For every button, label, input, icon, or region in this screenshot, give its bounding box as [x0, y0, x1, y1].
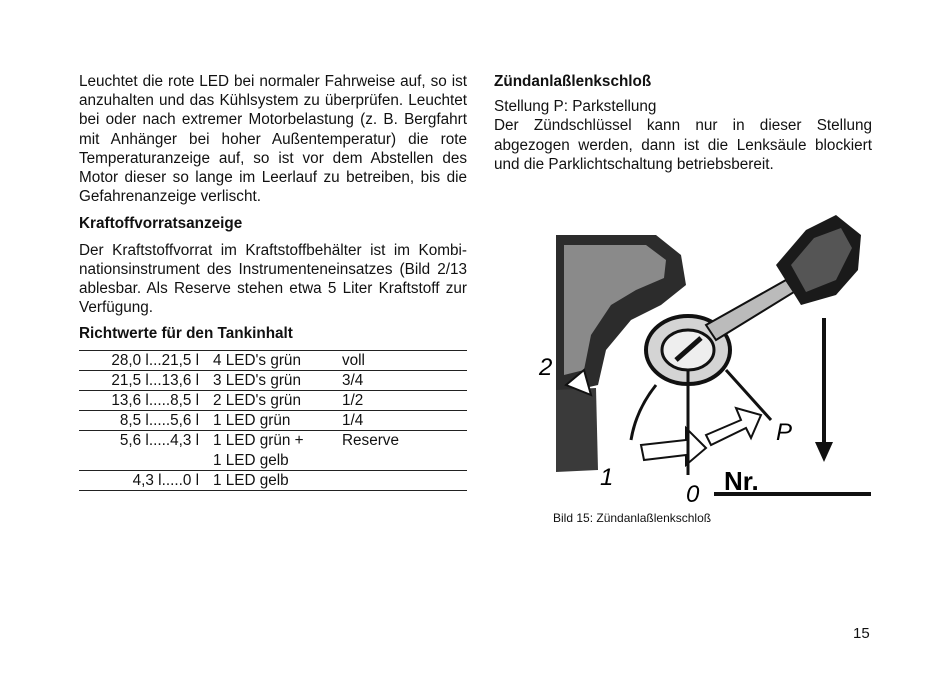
table-row [79, 391, 467, 411]
table-row [79, 370, 467, 390]
table-cell-range: 28,0 l...21,5 l [111, 351, 199, 369]
arrow-1-to-0 [641, 428, 706, 465]
table-row [79, 350, 467, 370]
table-cell-leds-line2: 1 LED gelb [213, 451, 289, 469]
label-position-0: 0 [686, 481, 700, 508]
label-position-p: P [776, 419, 793, 446]
housing-lower [556, 388, 598, 472]
page-number: 15 [853, 625, 870, 642]
right-column [494, 72, 872, 174]
table-cell-leds: 2 LED's grün [213, 392, 301, 410]
paragraph-fuel: Der Kraftstoffvorrat im Kraftstoffbehälter ist im Kombinationsinstrument des Instrumenteneinsatzes (Bild 2/13 ablesbar. Als Reserve stehen etwa 5 Liter Kraftstoff zur Verfügung. [79, 241, 467, 317]
table-cell-leds [199, 431, 342, 470]
table-cell-level: 3/4 [342, 371, 364, 389]
ignition-lock-figure [536, 210, 876, 510]
arrow-0-to-p [706, 408, 761, 445]
pull-arrow-head [815, 442, 833, 462]
table-cell-level: Reserve [342, 432, 399, 450]
figure-caption: Bild 15: Zündanlaßlenkschloß [553, 511, 712, 525]
table-cell-range: 21,5 l...13,6 l [111, 371, 199, 389]
left-column [79, 72, 467, 491]
table-cell-leds: 1 LED gelb [213, 471, 289, 489]
table-cell-range: 5,6 l.....4,3 l [119, 432, 199, 450]
table-cell-leds: 1 LED grün [213, 412, 291, 430]
table-cell-range: 8,5 l.....5,6 l [119, 412, 199, 430]
heading-tank-values: Richtwerte für den Tankinhalt [79, 325, 293, 343]
label-position-2: 2 [539, 354, 553, 381]
table-cell-range: 13,6 l.....8,5 l [111, 392, 199, 410]
arrow-to-2 [631, 385, 656, 440]
table-cell-leds-line1: 1 LED grün + [213, 432, 304, 450]
paragraph-temperature: Leuchtet die rote LED bei normaler Fahrweise auf, so ist anzuhalten und das Kühlsystem zu überprüfen. Leuchtet bei oder nach extremer Motorbelastung (z. B. Bergfahrt mit Anhänger bei hoher Außentemperatur) die rote Temperaturanzeige auf, so ist vor dem Abstellen des Motor dieser so lange im Leerlauf zu betreiben, bis die Gefahrenanzeige verlischt. [79, 73, 467, 206]
paragraph-park-position-title: Stellung P: Parkstellung [494, 98, 657, 116]
heading-ignition-lock: Zündanlaßlenkschloß [494, 73, 652, 90]
table-cell-level: 1/2 [342, 392, 364, 410]
table-cell-range: 4,3 l.....0 l [132, 471, 199, 489]
table-row [79, 411, 467, 431]
label-nr: Nr. [724, 466, 759, 496]
table-cell-level: voll [342, 351, 365, 369]
paragraph-park-position: Der Zündschlüssel kann nur in dieser Stellung abgezogen werden, dann ist die Lenksäule blockiert und die Parklichtschaltung betriebsbereit. [494, 117, 872, 173]
heading-fuel-gauge: Kraftoffvorratsanzeige [79, 215, 243, 233]
table-cell-level [342, 470, 467, 490]
table-row [79, 431, 467, 470]
table-row [79, 470, 467, 490]
table-cell-level: 1/4 [342, 412, 364, 430]
ignition-lock-illustration [536, 210, 876, 510]
table-cell-leds: 3 LED's grün [213, 371, 301, 389]
tank-table [79, 350, 467, 491]
table-cell-leds: 4 LED's grün [213, 351, 301, 369]
key-blade [706, 280, 794, 340]
label-position-1: 1 [600, 464, 614, 491]
